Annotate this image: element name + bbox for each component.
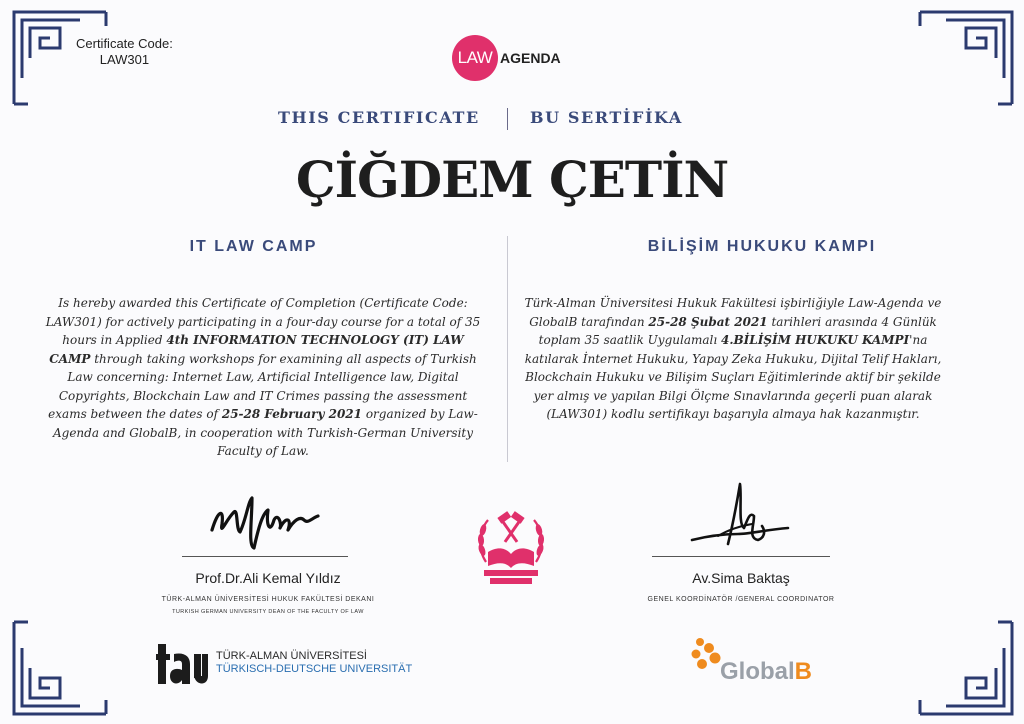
english-text-part: through taking workshops for examining all aspects of Turkish Law concerning: Internet Law, Artificial Intelligence law, Digital Copyrights, Blockchain Law and IT Crimes passing the assessment exams between the dates of [48, 351, 477, 421]
signer-right-name: Av.Sima Baktaş [692, 570, 790, 586]
heading-english: THIS CERTIFICATE [278, 108, 480, 127]
signer-right-title: GENEL KOORDİNATÖR /GENERAL COORDINATOR [647, 596, 835, 603]
english-text-bold: 4th INFORMATION TECHNOLOGY (IT) LAW CAMP [49, 333, 464, 366]
tau-logo-line1: TÜRK-ALMAN ÜNİVERSİTESİ [216, 650, 367, 662]
tau-logo-icon [156, 640, 210, 686]
law-agenda-logo-word: AGENDA [500, 50, 561, 66]
corner-ornament-bottom-right [916, 618, 1016, 718]
certificate-code-value: LAW301 [99, 52, 150, 67]
globalb-word-end: B [794, 658, 813, 685]
english-text-part: organized by Law-Agenda and GlobalB, in cooperation with Turkish-German University Faculty of Law. [52, 407, 478, 458]
english-text-bold: 25-28 February 2021 [221, 407, 362, 421]
heading-divider [507, 108, 508, 130]
globalb-logo [688, 636, 812, 688]
globalb-word-start: Global [720, 658, 795, 685]
tau-logo-text [216, 650, 412, 676]
globalb-logo-word [720, 658, 812, 686]
english-body-text [40, 294, 486, 461]
turkish-text-part: Türk-Alman Üniversitesi Hukuk Fakültesi işbirliğiyle Law-Agenda ve GlobalB tarafından [524, 296, 942, 329]
section-title-english: IT LAW CAMP [189, 238, 318, 255]
turkish-text-bold: 4.BİLİŞİM HUKUKU KAMPI [721, 333, 910, 347]
signer-left-name: Prof.Dr.Ali Kemal Yıldız [195, 570, 341, 586]
globalb-dots-icon [688, 636, 724, 688]
signature-line-right [652, 556, 830, 557]
signature-left [208, 490, 328, 556]
tau-logo-line2: TÜRKISCH-DEUTSCHE UNIVERSITÄT [216, 663, 413, 675]
recipient-name: ÇİĞDEM ÇETİN [295, 150, 729, 209]
signature-right [688, 478, 792, 558]
turkish-german-university-logo [156, 640, 412, 686]
certificate-code [76, 36, 173, 68]
turkish-text-part: tarihleri arasında 4 Günlük toplam 35 saatlik Uygulamalı [538, 314, 937, 347]
turkish-text-part: 'na katılarak İnternet Hukuku, Yapay Zeka Hukuku, Dijital Telif Hakları, Blockchain Hukuku ve Bilişim Suçları Eğitimlerinde aktif bir şekilde yer almış ve yapılan Bilgi Ölçme Sınavlarında geçerli puan alarak (LAW301) kodlu sertifikayı başarıyla almaya hak kazanmıştır. [524, 333, 942, 421]
signature-line-left [182, 556, 348, 557]
turkish-body-text [518, 294, 948, 424]
signer-left-title-turkish: TÜRK-ALMAN ÜNİVERSİTESİ HUKUK FAKÜLTESİ DEKANI [161, 596, 375, 603]
law-agenda-logo [452, 36, 561, 80]
column-divider [507, 236, 508, 462]
law-emblem-icon [470, 500, 552, 590]
corner-ornament-top-right [916, 8, 1016, 108]
signer-right-block [630, 570, 852, 603]
certificate-code-label: Certificate Code: [76, 36, 173, 51]
signer-left-block [150, 570, 386, 615]
law-agenda-logo-circle: LAW [452, 35, 498, 81]
signer-left-title-english: TURKISH GERMAN UNIVERSITY DEAN OF THE FACULTY OF LAW [172, 609, 364, 615]
turkish-text-bold: 25-28 Şubat 2021 [648, 314, 768, 329]
corner-ornament-bottom-left [10, 618, 110, 718]
certificate-heading-row [0, 108, 1024, 130]
heading-turkish: BU SERTİFİKA [530, 108, 683, 127]
section-title-turkish: BİLİŞİM HUKUKU KAMPI [647, 238, 877, 255]
english-text-part: Is hereby awarded this Certificate of Completion (Certificate Code: LAW301) for actively participating in a four-day course for a total of 35 hours in Applied [45, 296, 481, 347]
